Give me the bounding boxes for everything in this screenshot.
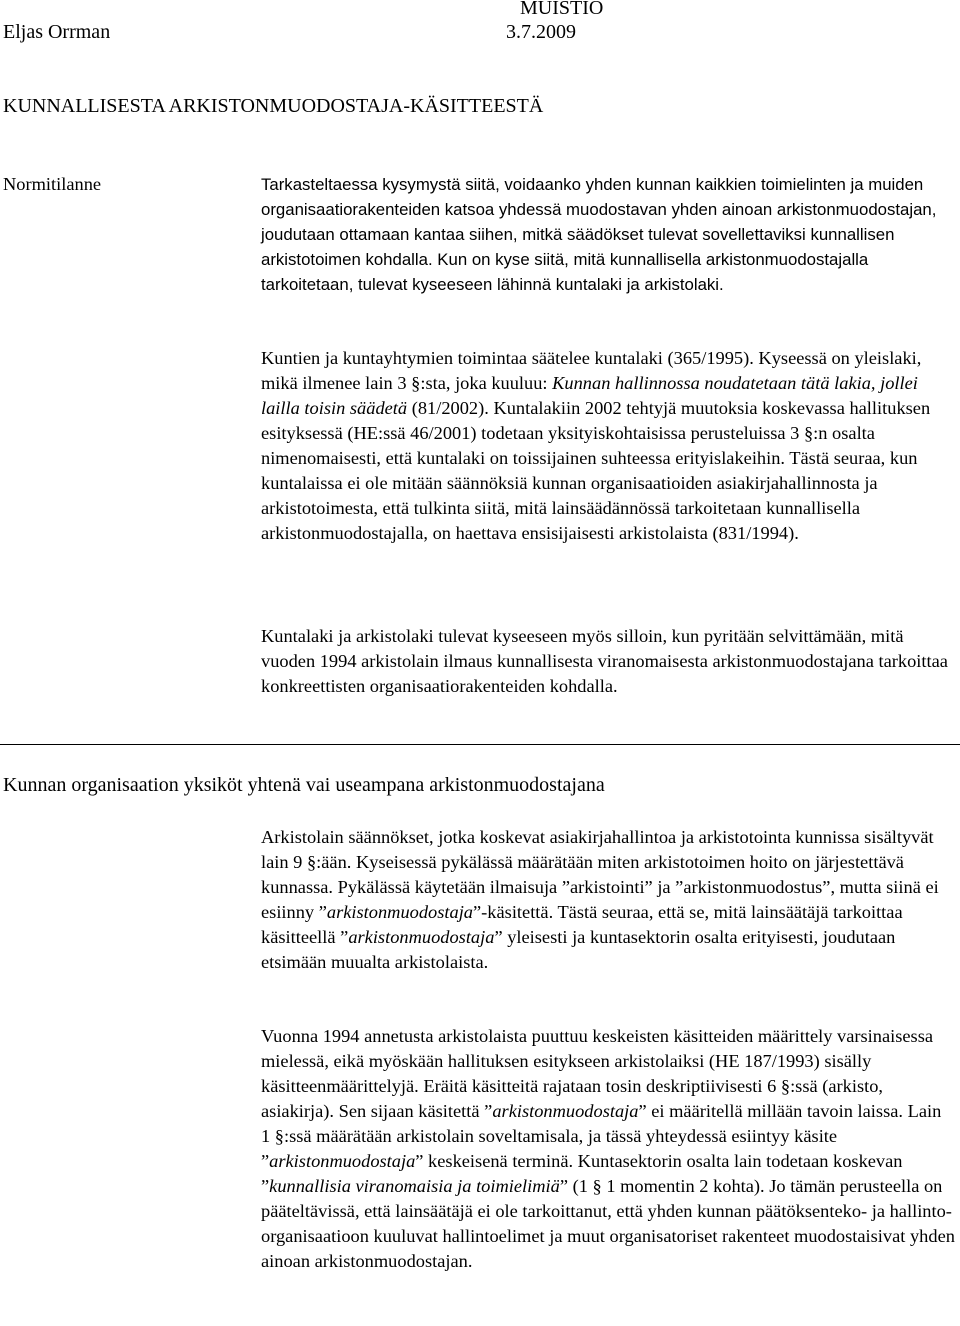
paragraph-arkistolaki: [261, 624, 955, 699]
text-run: ” keskeisenä terminä. Kuntasektorin osalta lain todetaan koskevan ”: [261, 1151, 903, 1196]
text-run: (81/2002). Kuntalakiin 2002 tehtyjä muutoksia koskevassa hallituksen esityksessä (HE:ssä 46/2001) todetaan yksityiskohtaisissa perusteluissa 3 §:n osalta nimenomaisesti, että kuntalaki on toissijainen suhteessa erityislakeihin. Tästä seuraa, kun kuntalaissa ei ole mitään säännöksiä kunnan organisaatioiden asiakirjahallinnosta ja arkistotoimesta, että tulkinta siitä, mitä lainsäädännössä tarkoitetaan kunnallisella arkistonmuodostajalla, on haettava ensisijaisesti arkistolaista (831/1994).: [261, 398, 931, 543]
italic-term: arkistonmuodostaja: [348, 927, 495, 947]
memo-label: MUISTIO: [520, 0, 604, 19]
paragraph-arkistolain-saannokset: [261, 825, 955, 975]
memo-date: 3.7.2009: [506, 21, 576, 43]
paragraph-text: Kuntalaki ja arkistolaki tulevat kyseeseen myös silloin, kun pyritään selvittämään, mitä vuoden 1994 arkistolain ilmaus kunnallisesta viranomaisesta arkistonmuodostajana tarkoittaa konkreettisten organisaatiorakenteiden kohdalla.: [261, 626, 948, 696]
text-run: ” yleisesti ja kuntasektorin osalta erityisesti, joudutaan etsimään muualta arkistolaista.: [261, 927, 896, 972]
section-heading-units: Kunnan organisaation yksiköt yhtenä vai useampana arkistonmuodostajana: [3, 774, 605, 796]
text-run: ” ei määritellä millään tavoin laissa. Lain 1 §:ssä määrätään arkistolain soveltamisala, ja tässä yhteydessä esiintyy käsite ”: [261, 1101, 942, 1171]
italic-term: arkistonmuodostaja: [492, 1101, 639, 1121]
section-divider: [0, 744, 960, 745]
italic-term: kunnallisia viranomaisia ja toimielimiä: [269, 1176, 560, 1196]
paragraph-kuntalaki: [261, 346, 955, 546]
paragraph-text: [261, 346, 955, 546]
text-run: ” (1 § 1 momentin 2 kohta). Jo tämän perusteella on pääteltävissä, että lainsäätäjä ei ole tarkoittanut, että yhden kunnan päätöksenteko- ja hallinto-organisaatioon kuuluvat hallintoelimet ja muut organisatoriset rakenteet muodostaisivat yhden ainoan arkistonmuodostajan.: [261, 1176, 955, 1271]
paragraph-intro: [261, 172, 955, 297]
paragraph-text: [261, 825, 955, 975]
author-name: Eljas Orrman: [3, 21, 111, 43]
italic-quote: Kunnan hallinnossa noudatetaan tätä lakia, jollei lailla toisin säädetä: [261, 373, 918, 418]
text-run: Vuonna 1994 annetusta arkistolaista puuttuu keskeisten käsitteiden määrittely varsinaisessa mielessä, eikä myöskään hallituksen esitykseen arkistolaiksi (HE 187/1993) sisälly käsitteenmäärittelyjä. Eräitä käsitteitä rajataan tosin deskriptiivisesti 6 §:ssä (arkisto, asiakirja). Sen sijaan käsitettä ”: [261, 1026, 934, 1121]
text-run: ”-käsitettä. Tästä seuraa, että se, mitä lainsäätäjä tarkoittaa käsitteellä ”: [261, 902, 903, 947]
paragraph-text: Tarkasteltaessa kysymystä siitä, voidaanko yhden kunnan kaikkien toimielinten ja muiden organisaatiorakenteiden katsoa yhdessä muodostavan yhden ainoan arkistonmuodostajan, joudutaan ottamaan kantaa siihen, mitkä säädökset tulevat sovellettaviksi kunnallisen arkistotoimen kohdalla. Kun on kyse siitä, mitä kunnallisella arkistonmuodostajalla tarkoitetaan, tulevat kyseeseen lähinnä kuntalaki ja arkistolaki.: [261, 175, 937, 294]
text-run: Arkistolain säännökset, jotka koskevat asiakirjahallintoa ja arkistotointa kunnissa sisältyvät lain 9 §:ään. Kyseisessä pykälässä määrätään miten arkistotoimen hoito on järjestettävä kunnassa. Pykälässä käytetään ilmaisuja ”arkistointi” ja ”arkistonmuodostus”, mutta siinä ei esiinny ”: [261, 827, 939, 922]
document-title: KUNNALLISESTA ARKISTONMUODOSTAJA-KÄSITTEESTÄ: [3, 95, 544, 117]
text-run: Kuntien ja kuntayhtymien toimintaa säätelee kuntalaki (365/1995). Kyseessä on yleislaki, mikä ilmenee lain 3 §:sta, joka kuuluu:: [261, 348, 922, 393]
paragraph-kasitteiden-maarittely: [261, 1024, 955, 1274]
paragraph-text: [261, 1024, 955, 1274]
italic-term: arkistonmuodostaja: [269, 1151, 416, 1171]
section-label-normitilanne: Normitilanne: [3, 174, 102, 194]
italic-term: arkistonmuodostaja: [326, 902, 474, 922]
